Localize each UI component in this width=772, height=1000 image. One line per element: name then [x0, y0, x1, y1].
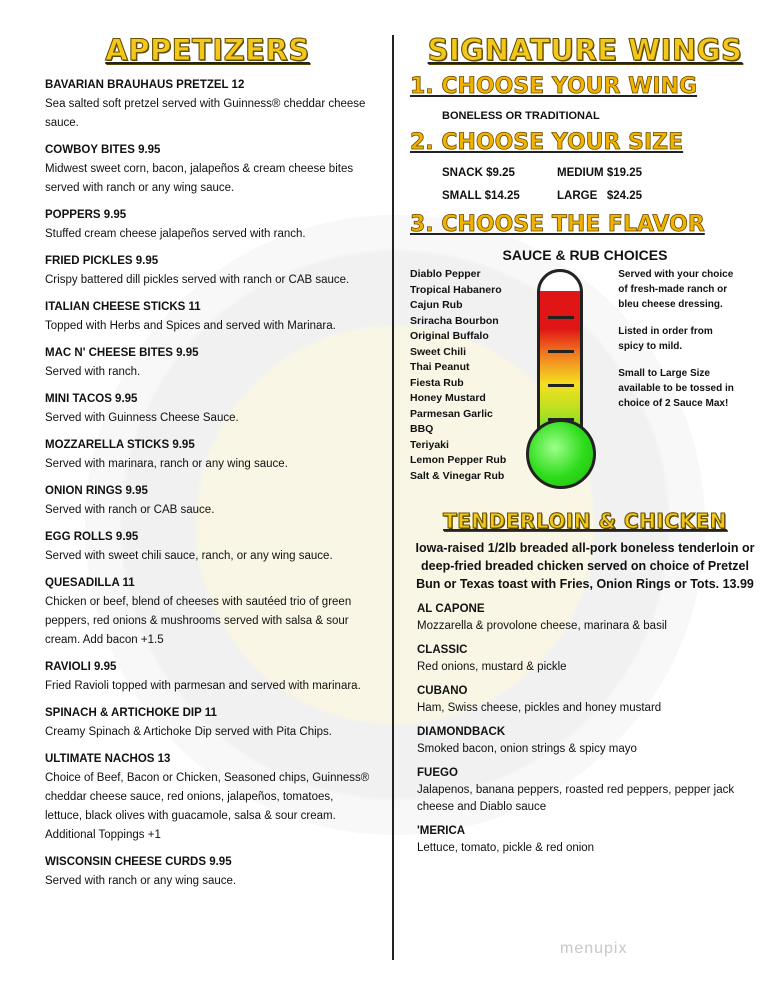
- sandwich-item: [417, 601, 760, 635]
- appetizer-item: [45, 76, 370, 133]
- sauce-item: Honey Mustard: [410, 392, 486, 404]
- item-name: MAC N' CHEESE BITES 9.95: [45, 347, 199, 359]
- item-desc: Fried Ravioli topped with parmesan and served with marinara.: [45, 680, 361, 692]
- sauce-item: BBQ: [410, 423, 434, 435]
- item-name: CUBANO: [417, 685, 468, 697]
- size-name: MEDIUM: [557, 167, 604, 179]
- appetizer-item: [45, 528, 370, 566]
- item-desc: Chicken or beef, blend of cheeses with sautéed trio of green peppers, red onions & mushrooms served with salsa & sour cream. Add bacon +1.5: [45, 596, 352, 646]
- item-name: ITALIAN CHEESE STICKS 11: [45, 301, 201, 313]
- note-order: Listed in order from spicy to mild.: [618, 326, 713, 352]
- sauce-item: Diablo Pepper: [410, 268, 481, 280]
- item-name: SPINACH & ARTICHOKE DIP 11: [45, 707, 217, 719]
- item-desc: Sea salted soft pretzel served with Guinness® cheddar cheese sauce.: [45, 98, 366, 129]
- item-name: AL CAPONE: [417, 603, 485, 615]
- step2-heading: 2. CHOOSE YOUR SIZE: [410, 130, 684, 155]
- tenderloin-desc: Iowa-raised 1/2lb breaded all-pork boneless tenderloin or deep-fried breaded chicken served on choice of Pretzel Bun or Texas toast with Fries, Onion Rings or Tots. 13.99: [415, 541, 755, 591]
- item-name: MINI TACOS 9.95: [45, 393, 138, 405]
- appetizer-item: [45, 436, 370, 474]
- size-name: SMALL: [442, 190, 482, 202]
- note-sauce-max: Small to Large Size available to be tossed in choice of 2 Sauce Max!: [618, 368, 734, 409]
- item-name: FUEGO: [417, 767, 458, 779]
- appetizer-item: [45, 344, 370, 382]
- sauce-item: Tropical Habanero: [410, 283, 502, 296]
- appetizer-item: [45, 574, 370, 650]
- item-name: ONION RINGS 9.95: [45, 485, 148, 497]
- appetizer-item: [45, 658, 370, 696]
- item-name: EGG ROLLS 9.95: [45, 531, 139, 543]
- sauce-item: Cajun Rub: [410, 299, 463, 311]
- appetizer-item: [45, 390, 370, 428]
- item-name: ULTIMATE NACHOS 13: [45, 753, 171, 765]
- item-name: COWBOY BITES 9.95: [45, 144, 161, 156]
- item-desc: Mozzarella & provolone cheese, marinara & basil: [417, 620, 667, 632]
- step3-heading: 3. CHOOSE THE FLAVOR: [410, 212, 705, 237]
- item-desc: Ham, Swiss cheese, pickles and honey mustard: [417, 702, 662, 714]
- size-grid: [442, 162, 760, 208]
- item-desc: Served with ranch or any wing sauce.: [45, 875, 237, 887]
- menupix-watermark: menupix: [560, 940, 628, 957]
- appetizer-item: [45, 482, 370, 520]
- thermometer-icon: [526, 269, 596, 501]
- sandwich-item: [417, 823, 760, 857]
- column-divider: [392, 35, 394, 960]
- item-name: WISCONSIN CHEESE CURDS 9.95: [45, 856, 232, 868]
- item-name: CLASSIC: [417, 644, 468, 656]
- sauce-item: Fiesta Rub: [410, 376, 464, 389]
- sauce-item: Sriracha Bourbon: [410, 314, 499, 327]
- sauce-item: Lemon Pepper Rub: [410, 454, 507, 466]
- sandwich-item: [417, 683, 760, 717]
- item-name: FRIED PICKLES 9.95: [45, 255, 159, 267]
- item-desc: Served with ranch.: [45, 366, 141, 378]
- sauce-item: Teriyaki: [410, 438, 449, 451]
- sauce-title: SAUCE & RUB CHOICES: [502, 247, 668, 263]
- item-desc: Midwest sweet corn, bacon, jalapeños & cream cheese bites served with ranch or any wing sauce.: [45, 163, 354, 194]
- sauce-item: Parmesan Garlic: [410, 407, 493, 420]
- sauce-item: Original Buffalo: [410, 330, 489, 342]
- appetizer-item: [45, 206, 370, 244]
- tenderloin-title: TENDERLOIN & CHICKEN: [443, 509, 727, 533]
- appetizer-item: [45, 252, 370, 290]
- sauce-item: Sweet Chili: [410, 345, 467, 358]
- appetizer-item: [45, 750, 370, 845]
- item-desc: Topped with Herbs and Spices and served with Marinara.: [45, 320, 336, 332]
- item-name: MOZZARELLA STICKS 9.95: [45, 439, 195, 451]
- item-desc: Smoked bacon, onion strings & spicy mayo: [417, 743, 637, 755]
- wing-options: BONELESS OR TRADITIONAL: [442, 110, 600, 122]
- item-desc: Served with ranch or CAB sauce.: [45, 504, 215, 516]
- appetizers-section: [45, 32, 370, 899]
- item-name: 'MERICA: [417, 825, 466, 837]
- sandwich-item: [417, 724, 760, 758]
- sauce-list: [410, 267, 506, 484]
- step1-heading: 1. CHOOSE YOUR WING: [410, 74, 698, 99]
- item-desc: Served with marinara, ranch or any wing sauce.: [45, 458, 288, 470]
- appetizer-item: [45, 141, 370, 198]
- sauce-item: Thai Peanut: [410, 361, 470, 373]
- wings-section: [410, 32, 760, 864]
- item-name: DIAMONDBACK: [417, 726, 506, 738]
- size-price: $19.25: [606, 167, 643, 179]
- item-desc: Jalapenos, banana peppers, roasted red peppers, pepper jack cheese and Diablo sauce: [417, 784, 735, 813]
- wings-title: SIGNATURE WINGS: [427, 33, 743, 67]
- item-desc: Served with sweet chili sauce, ranch, or any wing sauce.: [45, 550, 333, 562]
- sauce-item: Salt & Vinegar Rub: [410, 469, 505, 482]
- sandwich-item: [417, 765, 760, 816]
- item-desc: Red onions, mustard & pickle: [417, 661, 567, 673]
- size-name: SNACK: [442, 167, 483, 179]
- item-desc: Creamy Spinach & Artichoke Dip served with Pita Chips.: [45, 726, 332, 738]
- sauce-notes: [618, 267, 740, 411]
- size-price: $9.25: [486, 167, 515, 179]
- item-desc: Served with Guinness Cheese Sauce.: [45, 412, 239, 424]
- item-name: POPPERS 9.95: [45, 209, 127, 221]
- size-name: LARGE: [557, 190, 598, 202]
- flavor-row: [410, 267, 760, 501]
- item-desc: Choice of Beef, Bacon or Chicken, Seasoned chips, Guinness® cheddar cheese sauce, red onions, jalapeños, tomatoes, lettuce, black olives with guacamole, salsa & sour cream. Additional Toppings +1: [45, 772, 370, 841]
- appetizer-item: [45, 704, 370, 742]
- item-desc: Stuffed cream cheese jalapeños served with ranch.: [45, 228, 306, 240]
- size-price: $14.25: [484, 190, 520, 202]
- size-price: $24.25: [606, 190, 643, 202]
- item-desc: Crispy battered dill pickles served with ranch or CAB sauce.: [45, 274, 350, 286]
- item-name: RAVIOLI 9.95: [45, 661, 117, 673]
- appetizers-title: APPETIZERS: [105, 33, 310, 67]
- item-name: QUESADILLA 11: [45, 577, 135, 589]
- sandwich-item: [417, 642, 760, 676]
- item-name: BAVARIAN BRAUHAUS PRETZEL 12: [45, 79, 245, 91]
- item-desc: Lettuce, tomato, pickle & red onion: [417, 842, 595, 854]
- note-dressing: Served with your choice of fresh-made ranch or bleu cheese dressing.: [618, 269, 734, 310]
- appetizer-item: [45, 853, 370, 891]
- appetizer-item: [45, 298, 370, 336]
